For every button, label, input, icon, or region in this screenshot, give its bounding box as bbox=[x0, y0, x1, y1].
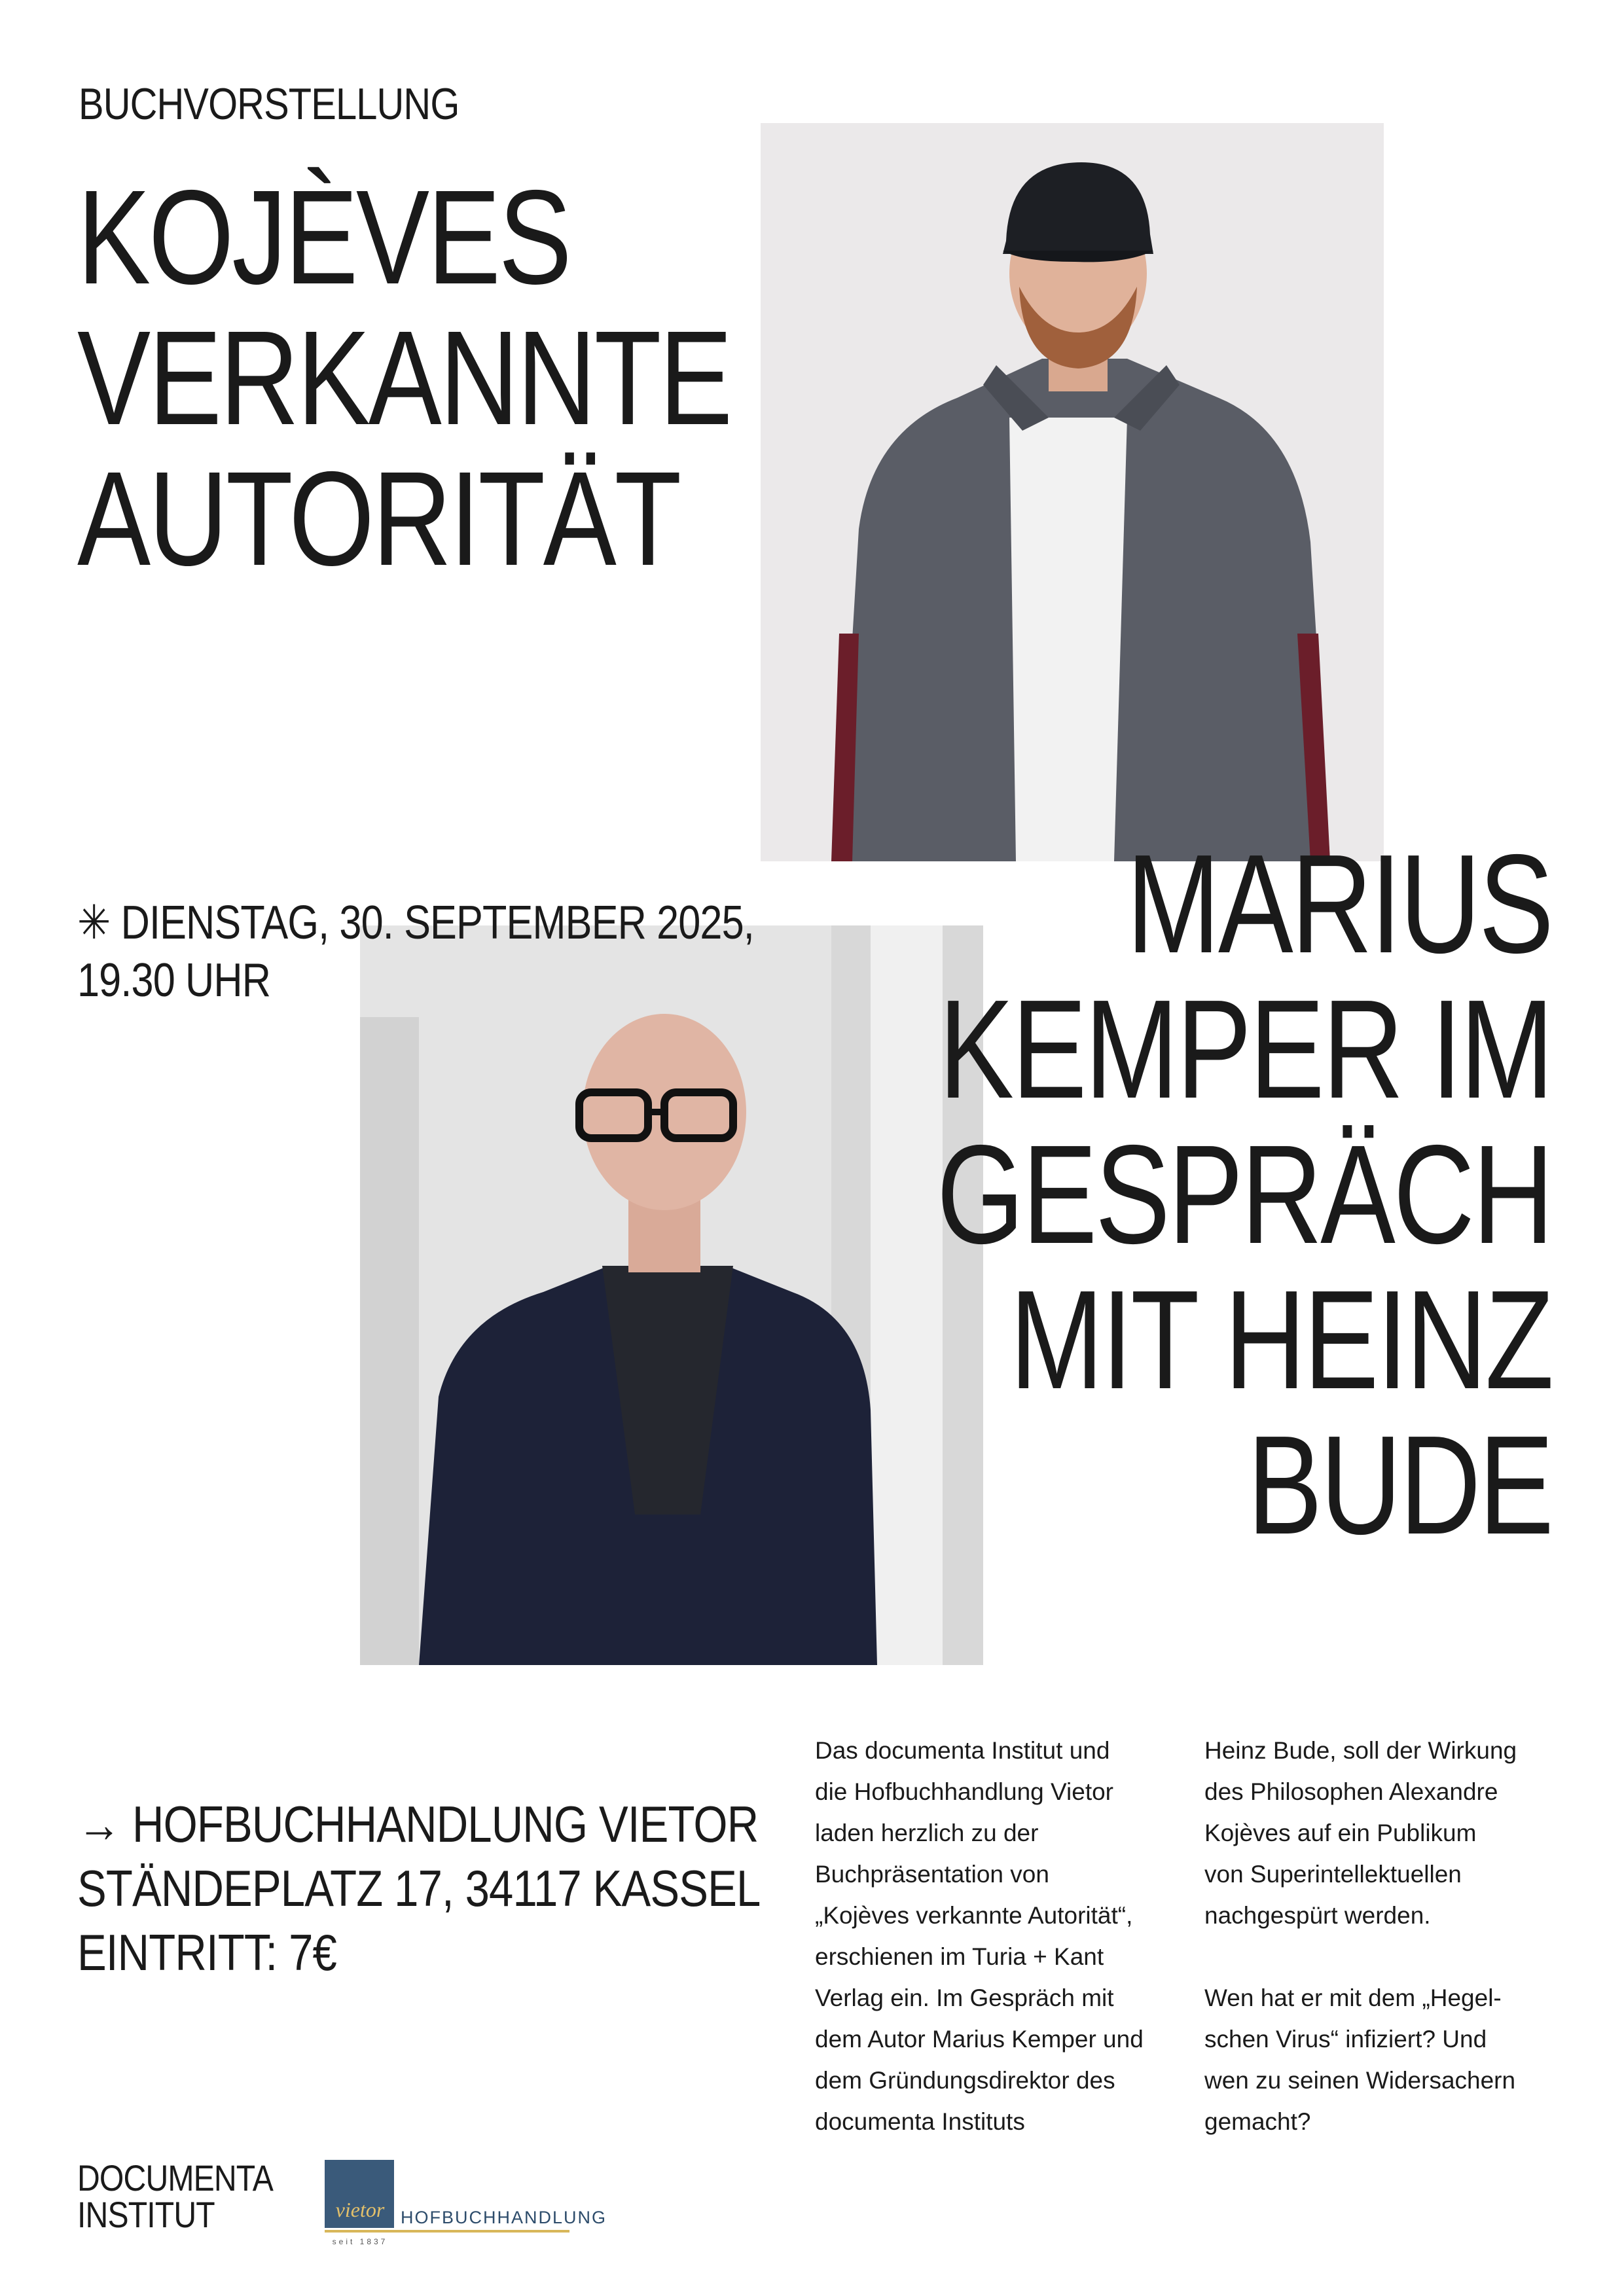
description-line: schen Virus“ infiziert? Und bbox=[1204, 2026, 1487, 2053]
description-line: des Philosophen Alexandre bbox=[1204, 1778, 1498, 1805]
portrait-kemper-illustration bbox=[761, 123, 1384, 861]
title-line-1: KOJÈVES bbox=[77, 162, 570, 312]
vietor-logo-word: vietor bbox=[335, 2198, 385, 2221]
description-line: die Hofbuchhandlung Vietor bbox=[815, 1778, 1113, 1805]
description-line: Das documenta Institut und bbox=[815, 1737, 1110, 1764]
description-line: laden herzlich zu der bbox=[815, 1820, 1039, 1846]
description-line: Buchpräsentation von bbox=[815, 1861, 1049, 1888]
asterisk-icon: ✳ bbox=[77, 895, 111, 950]
time-line: 19.30 UHR bbox=[77, 954, 271, 1007]
event-headline bbox=[937, 825, 1552, 1564]
description-line: dem Gründungsdirektor des bbox=[815, 2067, 1115, 2094]
headline-line-5: BUDE bbox=[1247, 1406, 1552, 1564]
title-line-2: VERKANNTE bbox=[77, 303, 731, 453]
description-line: wen zu seinen Widersachern bbox=[1204, 2067, 1516, 2094]
book-title bbox=[77, 162, 731, 594]
title-line-3: AUTORITÄT bbox=[77, 444, 679, 594]
description-line: nachgespürt werden. bbox=[1204, 1902, 1431, 1929]
photo-heinz-bude bbox=[360, 925, 983, 1665]
photo-marius-kemper bbox=[761, 123, 1384, 861]
description-line: Wen hat er mit dem „Hegel- bbox=[1204, 1984, 1502, 2011]
venue-name: HOFBUCHHANDLUNG VIETOR bbox=[132, 1795, 759, 1853]
description-line: documenta Instituts bbox=[815, 2108, 1025, 2135]
description-column-1 bbox=[815, 1730, 1182, 2142]
venue-address: STÄNDEPLATZ 17, 34117 KASSEL bbox=[77, 1859, 761, 1917]
description-line: Kojèves auf ein Publikum bbox=[1204, 1820, 1477, 1846]
event-type-kicker: BUCHVORSTELLUNG bbox=[79, 79, 460, 129]
date-line-1 bbox=[77, 893, 754, 952]
arrow-right-icon: → bbox=[77, 1795, 121, 1853]
headline-line-3: GESPRÄCH bbox=[937, 1115, 1552, 1273]
description-line: Verlag ein. Im Gespräch mit bbox=[815, 1984, 1114, 2011]
documenta-institut-logo bbox=[77, 2157, 274, 2235]
headline-line-4: MIT HEINZ bbox=[1009, 1261, 1552, 1418]
documenta-logo-line-1: DOCUMENTA bbox=[77, 2157, 274, 2198]
description-line: erschienen im Turia + Kant bbox=[815, 1943, 1104, 1970]
event-date bbox=[77, 893, 754, 1009]
description-line: von Superintellektuellen bbox=[1204, 1861, 1462, 1888]
vietor-logo-subtitle: HOFBUCHHANDLUNG bbox=[401, 2208, 607, 2227]
venue-name-line bbox=[77, 1792, 761, 1856]
date-text: DIENSTAG, 30. SEPTEMBER 2025, bbox=[120, 897, 754, 949]
headline-line-1: MARIUS bbox=[1127, 825, 1552, 982]
description-line: dem Autor Marius Kemper und bbox=[815, 2026, 1144, 2053]
headline-line-2: KEMPER IM bbox=[939, 970, 1552, 1128]
documenta-logo-line-2: INSTITUT bbox=[77, 2194, 215, 2235]
description-line: Heinz Bude, soll der Wirkung bbox=[1204, 1737, 1517, 1764]
description-line: gemacht? bbox=[1204, 2108, 1311, 2135]
admission-price: EINTRITT: 7€ bbox=[77, 1924, 336, 1981]
description-line: „Kojèves verkannte Autorität“, bbox=[815, 1902, 1133, 1929]
venue-info bbox=[77, 1792, 761, 1984]
portrait-bude-illustration bbox=[360, 925, 983, 1665]
vietor-logo-since: seit 1837 bbox=[332, 2237, 388, 2246]
paragraph-gap bbox=[1204, 1936, 1571, 1977]
vietor-logo-underline bbox=[325, 2230, 569, 2233]
description-column-2 bbox=[1204, 1730, 1571, 2142]
